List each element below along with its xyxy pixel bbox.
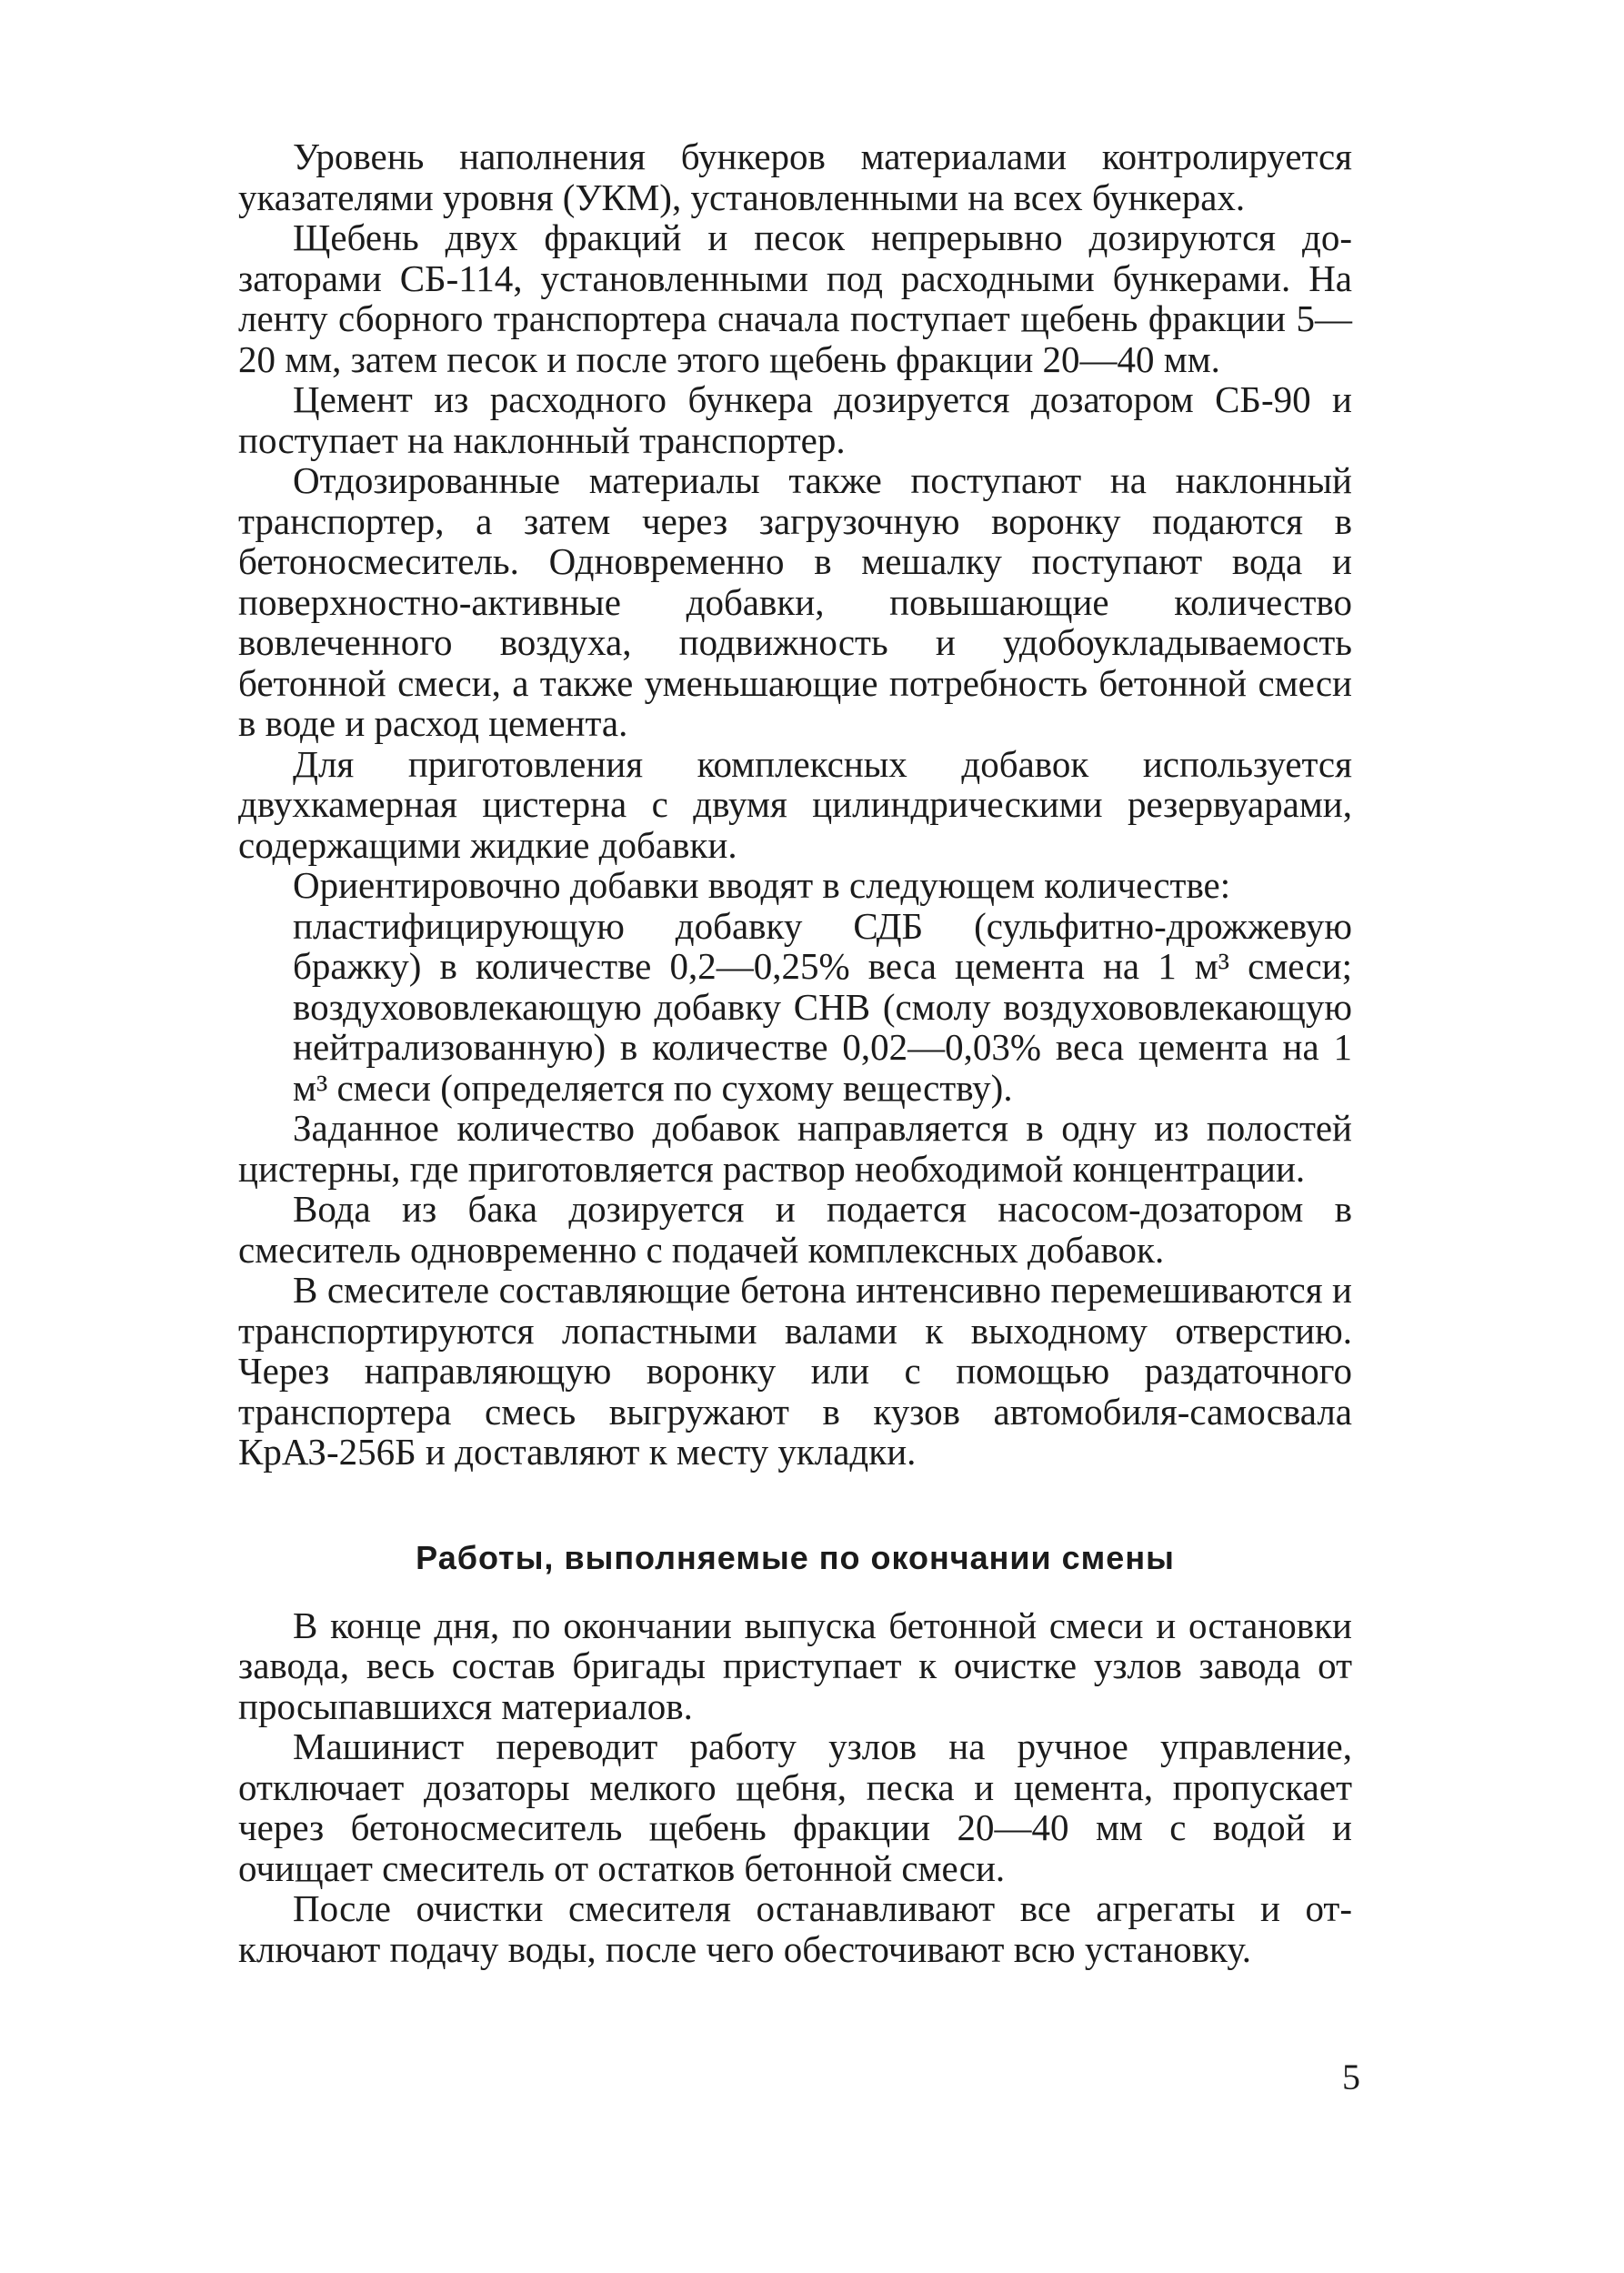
paragraph-mixer-feed: Отдозированные материалы также поступают на наклонный транспортер, а затем через загрузочную воронку подаются в бетоносмеситель. Одновременно в мешалку поступают вода и поверхностно-активные добавки, повышающие количество вовлеченного воздуха, подвижность и удобоукладываемость бетонной смеси, а также уменьшающие потребность бетонной смеси в воде и расход цемента. <box>238 459 1352 744</box>
paragraph-additives-solution: Заданное количество добавок направляется в одну из полостей цистерны, где приготовляется раствор необходимой концентрации. <box>238 1107 1352 1190</box>
paragraph-mixing-unloading: В смесителе составляющие бетона интенсивно перемешиваются и транспортируются лопастными валами к выходному отверстию. Через направляющую воронку или с помощью раздаточного транспортера смесь выгружают в кузов автомобиля-самосвала КрАЗ-256Б и доставляют к месту укладки. <box>238 1269 1352 1473</box>
paragraph-additives-list: пластифицирующую добавку СДБ (сульфитно-дрожжевую бражку) в количестве 0,2—0,25% веса цемента на 1 м³ смеси; воздухововлекающую добавку СНВ (смолу воздухововлекающую нейтрализованную) в количестве 0,02—0,03% веса цемента на 1 м³ смеси (определяется по сухому веществу). <box>293 904 1352 1109</box>
paragraph-gravel-dosing: Щебень двух фракций и песок непрерывно дозируются дозаторами СБ-114, установленными под расходными бункерами. На ленту сборного транспортера сначала поступает щебень фракции 5—20 мм, затем песок и после этого щебень фракции 20—40 мм. <box>238 216 1352 380</box>
paragraph-bunker-level: Уровень наполнения бункеров материалами контролируется указателями уровня (УКМ), установленными на всех бункерах. <box>238 136 1352 218</box>
section-heading: Работы, выполняемые по окончании смены <box>416 1538 1175 1576</box>
paragraph-end-of-day: В конце дня, по окончании выпуска бетонной смеси и остановки завода, весь состав бригады приступает к очистке узлов завода от просыпавшихся материалов. <box>238 1604 1352 1727</box>
paragraph-water-dosing: Вода из бака дозируется и подается насосом-дозатором в смеситель одновременно с подачей комплексных добавок. <box>238 1188 1352 1271</box>
paragraph-additives-tank: Для приготовления комплексных добавок используется двухкамерная цистерна с двумя цилиндрическими резервуарами, содержащими жидкие добавки. <box>238 742 1352 866</box>
page-number: 5 <box>1342 2057 1360 2097</box>
body-text <box>238 136 1352 1969</box>
paragraph-operator-actions: Машинист переводит работу узлов на ручное управление, отключает дозаторы мелкого щебня, песка и цемента, пропускает через бетоносмеситель щебень фракции 20—40 мм с водой и очищает смеситель от остатков бетонной смеси. <box>238 1725 1352 1889</box>
paragraph-cement-dosing: Цемент из расходного бункера дозируется дозатором СБ-90 и поступает на наклонный транспортер. <box>238 378 1352 461</box>
paragraph-shutdown: После очистки смесителя останавливают все агрегаты и отключают подачу воды, после чего обесточивают всю установку. <box>238 1887 1352 1970</box>
paragraph-additives-intro: Ориентировочно добавки вводят в следующем количестве: <box>293 864 1231 906</box>
